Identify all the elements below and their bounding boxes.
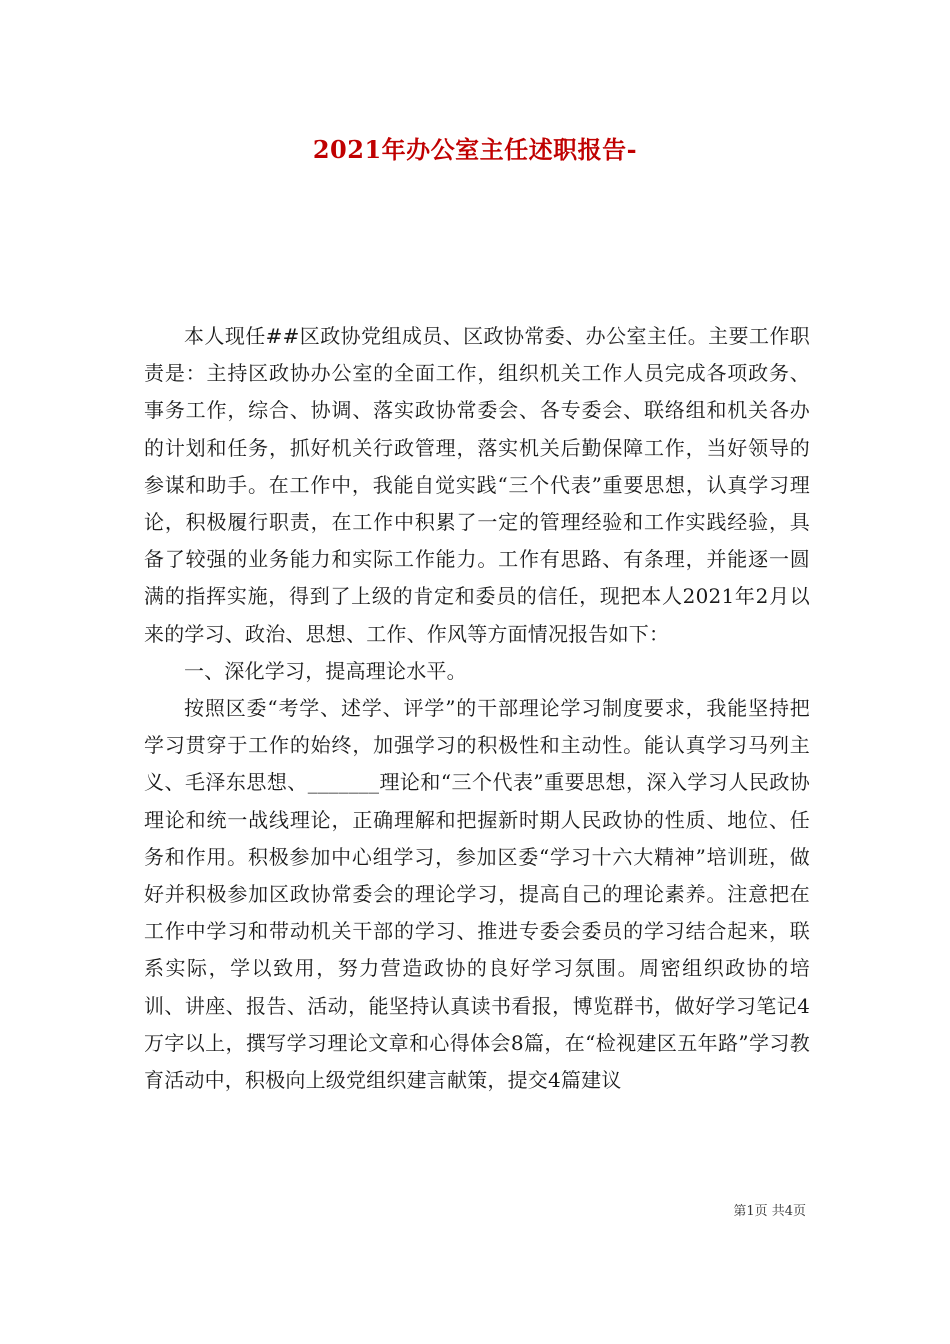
paragraph-study: 按照区委“考学、述学、评学”的干部理论学习制度要求，我能坚持把学习贯穿于工作的始终，加强学习的积极性和主动性。能认真学习马列主义、毛泽东思想、_______理论和“三个代表”重要思想，深入学习人民政协理论和统一战线理论，正确理解和把握新时期人民政协的性质、地位、任务和作用。积极参加中心组学习，参加区委“学习十六大精神”培训班，做好并积极参加区政协常委会的理论学习，提高自己的理论素养。注意把在工作中学习和带动机关干部的学习、推进专委会委员的学习结合起来，联系实际，学以致用，努力营造政协的良好学习氛围。周密组织政协的培训、讲座、报告、活动，能坚持认真读书看报，博览群书，做好学习笔记4万字以上，撰写学习理论文章和心得体会8篇，在“检视建区五年路”学习教育活动中，积极向上级党组织建言献策，提交4篇建议 bbox=[144, 696, 810, 1093]
section-heading-1: 一、深化学习，提高理论水平。 bbox=[184, 658, 467, 683]
paragraph-intro: 本人现任##区政协党组成员、区政协常委、办公室主任。主要工作职责是：主持区政协办公室的全面工作，组织机关工作人员完成各项政务、事务工作，综合、协调、落实政协常委会、各专委会、联络组和机关各办的计划和任务，抓好机关行政管理，落实机关后勤保障工作，当好领导的参谋和助手。在工作中，我能自觉实践“三个代表”重要思想，认真学习理论，积极履行职责，在工作中积累了一定的管理经验和工作实践经验，具备了较强的业务能力和实际工作能力。工作有思路、有条理，并能逐一圆满的指挥实施，得到了上级的肯定和委员的信任，现把本人2021年2月以来的学习、政治、思想、工作、作风等方面情况报告如下： bbox=[144, 324, 810, 646]
page-number: 第1页 共4页 bbox=[733, 1204, 806, 1219]
page-title: 2021年办公室主任述职报告- bbox=[312, 135, 638, 164]
document-body bbox=[144, 318, 810, 1099]
